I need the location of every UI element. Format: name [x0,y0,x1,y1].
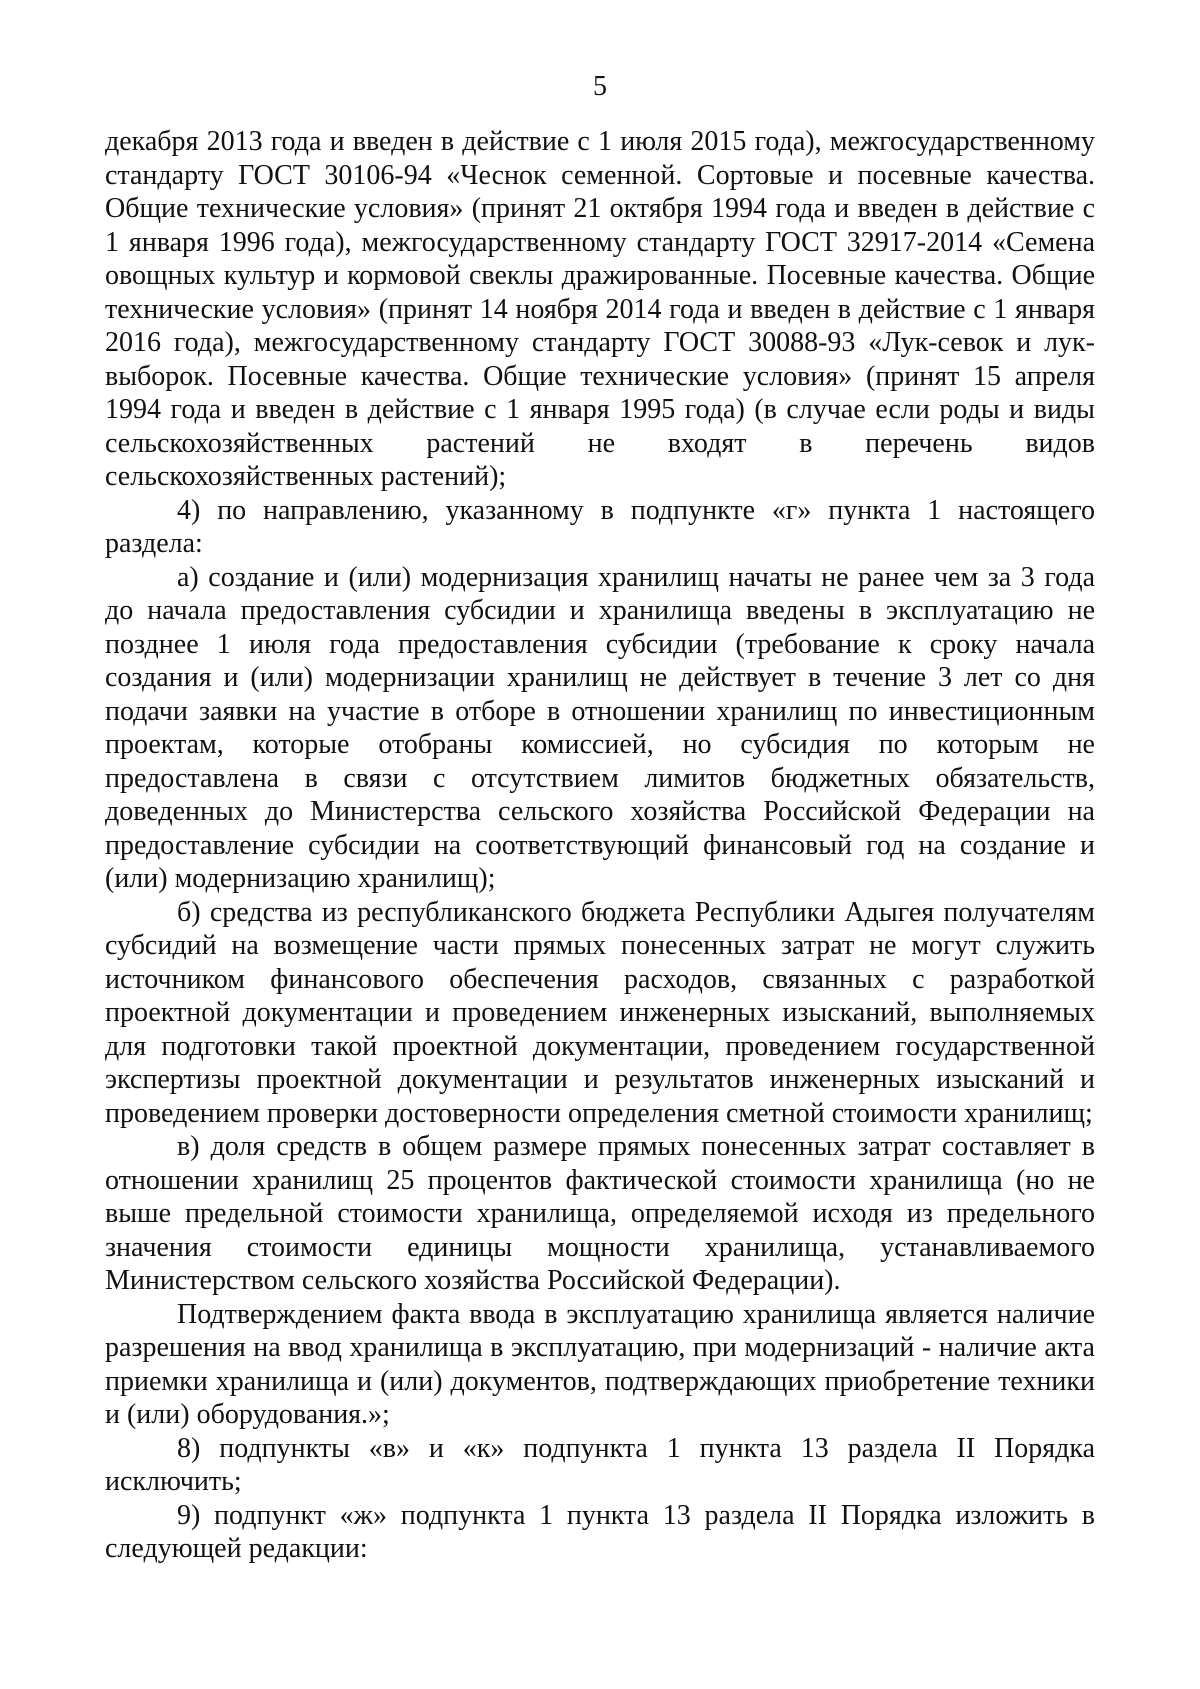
document-body [105,125,1095,1566]
page-number: 5 [593,71,607,102]
paragraph-item-4: 4) по направлению, указанному в подпункте «г» пункта 1 настоящего раздела: [105,494,1095,559]
paragraph-commissioning-confirmation: Подтверждением факта ввода в эксплуатацию хранилища является наличие разрешения на ввод хранилища в эксплуатацию, при модернизаций - наличие акта приемки хранилища и (или) документов, подтверждающих приобретение техники и (или) оборудования.»; [105,1298,1095,1430]
paragraph-item-8: 8) подпункты «в» и «к» подпункта 1 пункта 13 раздела II Порядка исключить; [105,1432,1095,1497]
paragraph-gost-continuation: декабря 2013 года и введен в действие с 1 июля 2015 года), межгосударственному стандарту ГОСТ 30106-94 «Чеснок семенной. Сортовые и посевные качества. Общие технические условия» (принят 21 октября 1994 года и введен в действие с 1 января 1996 года), межгосударственному стандарту ГОСТ 32917-2014 «Семена овощных культур и кормовой свеклы дражированные. Посевные качества. Общие технические условия» (принят 14 ноября 2014 года и введен в действие с 1 января 2016 года), межгосударственному стандарту ГОСТ 30088-93 «Лук-севок и лук-выборок. Посевные качества. Общие технические условия» (принят 15 апреля 1994 года и введен в действие с 1 января 1995 года) (в случае если роды и виды сельскохозяйственных растений не входят в перечень видов сельскохозяйственных растений); [105,126,1095,492]
paragraph-item-9: 9) подпункт «ж» подпункта 1 пункта 13 раздела II Порядка изложить в следующей редакции: [105,1499,1095,1564]
paragraph-subitem-a: а) создание и (или) модернизация хранилищ начаты не ранее чем за 3 года до начала предоставления субсидии и хранилища введены в эксплуатацию не позднее 1 июля года предоставления субсидии (требование к сроку начала создания и (или) модернизации хранилищ не действует в течение 3 лет со дня подачи заявки на участие в отборе в отношении хранилищ по инвестиционным проектам, которые отобраны комиссией, но субсидия по которым не предоставлена в связи с отсутствием лимитов бюджетных обязательств, доведенных до Министерства сельского хозяйства Российской Федерации на предоставление субсидии на соответствующий финансовый год на создание и (или) модернизацию хранилищ); [105,561,1095,894]
paragraph-subitem-v: в) доля средств в общем размере прямых понесенных затрат составляет в отношении хранилищ 25 процентов фактической стоимости хранилища (но не выше предельной стоимости хранилища, определяемой исходя из предельного значения стоимости единицы мощности хранилища, устанавливаемого Министерством сельского хозяйства Российской Федерации). [105,1131,1095,1296]
paragraph-subitem-b: б) средства из республиканского бюджета Республики Адыгея получателям субсидий на возмещение части прямых понесенных затрат не могут служить источником финансового обеспечения расходов, связанных с разработкой проектной документации и проведением инженерных изысканий, выполняемых для подготовки такой проектной документации, проведением государственной экспертизы проектной документации и результатов инженерных изысканий и проведением проверки достоверности определения сметной стоимости хранилищ; [105,896,1095,1129]
